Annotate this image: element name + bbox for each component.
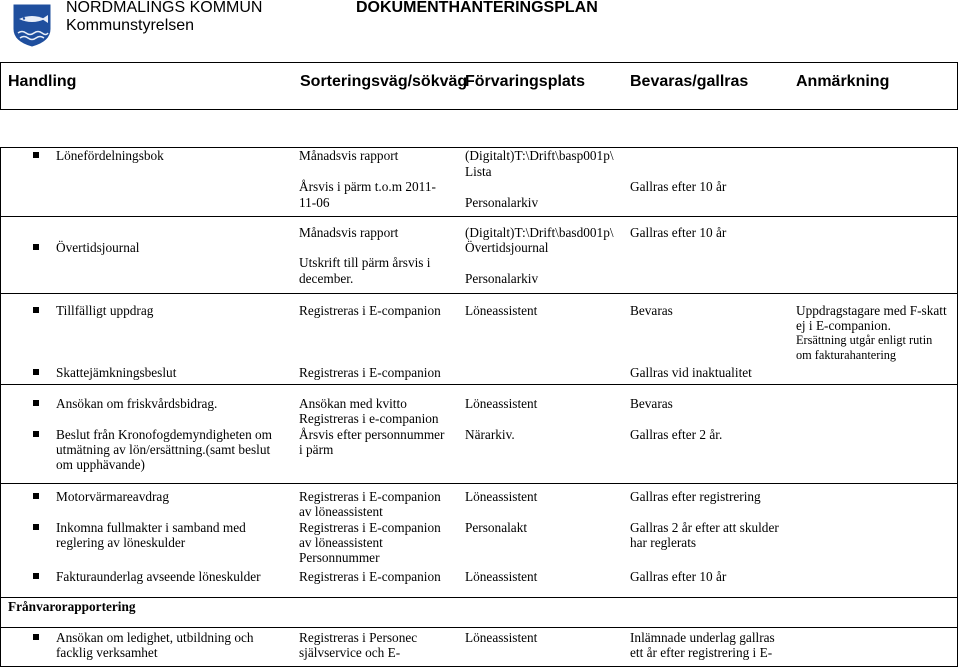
sorting-cell: Registreras i Personec [299, 630, 418, 645]
bullet-icon [33, 307, 39, 313]
sorting-cell: Månadsvis rapport [299, 225, 399, 240]
storage-cell: Löneassistent [465, 489, 538, 504]
handling-cell: Motorvärmareavdrag [56, 489, 169, 504]
handling-cell: Fakturaunderlag avseende löneskulder [56, 569, 261, 584]
retention-cell: Gallras efter 2 år. [630, 427, 723, 442]
storage-cell: Personalarkiv [465, 271, 539, 286]
storage-cell: Löneassistent [465, 303, 538, 318]
sorting-cell: i pärm [299, 442, 334, 457]
sorting-cell: Personnummer [299, 550, 380, 565]
sorting-cell: av löneassistent [299, 504, 383, 519]
storage-cell: Löneassistent [465, 569, 538, 584]
handling-cell: utmätning av lön/ersättning.(samt beslut [56, 442, 271, 457]
handling-cell: Ansökan om ledighet, utbildning och [56, 630, 254, 645]
sorting-cell: Registreras i E-companion [299, 365, 441, 380]
column-header-storage: Förvaringsplats [465, 73, 586, 90]
sorting-cell: Registreras i e-companion [299, 411, 439, 426]
sorting-cell: Årsvis efter personnummer [299, 427, 445, 442]
sorting-cell: december. [299, 271, 354, 286]
retention-cell: Bevaras [630, 303, 673, 318]
handling-cell: Ansökan om friskvårdsbidrag. [56, 396, 218, 411]
handling-cell: Beslut från Kronofogdemyndigheten om [56, 427, 273, 442]
sorting-cell: 11-06 [299, 195, 330, 210]
retention-cell: har reglerats [630, 535, 697, 550]
sorting-cell: Registreras i E-companion [299, 569, 441, 584]
storage-cell: Personalarkiv [465, 195, 539, 210]
storage-cell: Löneassistent [465, 630, 538, 645]
document-title: DOKUMENTHANTERINGSPLAN [356, 0, 598, 16]
sorting-cell: Registreras i E-companion [299, 489, 441, 504]
org-unit: Kommunstyrelsen [66, 17, 195, 34]
storage-cell: Närarkiv. [465, 427, 515, 442]
retention-cell: Gallras efter 10 år [630, 179, 727, 194]
storage-cell: Personalakt [465, 520, 528, 535]
retention-cell: Gallras efter 10 år [630, 569, 727, 584]
storage-cell: Övertidsjournal [465, 240, 549, 255]
column-header-retention: Bevaras/gallras [630, 73, 749, 90]
retention-cell: Gallras efter 10 år [630, 225, 727, 240]
handling-cell: Skattejämkningsbeslut [56, 365, 177, 380]
sorting-cell: Månadsvis rapport [299, 148, 399, 163]
bullet-icon [33, 524, 39, 530]
sorting-cell: Årsvis i pärm t.o.m 2011- [299, 179, 436, 194]
bullet-icon [33, 244, 39, 250]
section-title: Frånvarorapportering [8, 599, 136, 614]
handling-cell: om upphävande) [56, 457, 145, 472]
sorting-cell: av löneassistent [299, 535, 383, 550]
bullet-icon [33, 493, 39, 499]
section-header-row [0, 597, 958, 628]
retention-cell: Gallras efter registrering [630, 489, 761, 504]
handling-cell: Tillfälligt uppdrag [56, 303, 154, 318]
retention-cell: Bevaras [630, 396, 673, 411]
bullet-icon [33, 634, 39, 640]
sorting-cell: Ansökan med kvitto [299, 396, 407, 411]
retention-cell: Gallras vid inaktualitet [630, 365, 752, 380]
sorting-cell: Registreras i E-companion [299, 303, 441, 318]
retention-cell: Gallras 2 år efter att skulder [630, 520, 779, 535]
handling-cell: reglering av löneskulder [56, 535, 186, 550]
remark-cell: Ersättning utgår enligt rutin [796, 333, 933, 347]
bullet-icon [33, 431, 39, 437]
handling-cell: Lönefördelningsbok [56, 148, 164, 163]
handling-cell: Övertidsjournal [56, 240, 140, 255]
storage-cell: (Digitalt)T:\Drift\basd001p\ [465, 225, 614, 240]
sorting-cell: Registreras i E-companion [299, 520, 441, 535]
retention-cell: Inlämnade underlag gallras [630, 630, 775, 645]
bullet-icon [33, 573, 39, 579]
municipal-crest-icon [12, 3, 52, 47]
storage-cell: Lista [465, 164, 492, 179]
storage-cell: (Digitalt)T:\Drift\basp001p\ [465, 148, 614, 163]
bullet-icon [33, 152, 39, 158]
remark-cell: om fakturahantering [796, 348, 897, 362]
retention-cell: ett år efter registrering i E- [630, 645, 773, 660]
storage-cell: Löneassistent [465, 396, 538, 411]
column-header-remark: Anmärkning [796, 73, 890, 90]
bullet-icon [33, 400, 39, 406]
column-header-sorting-path: Sorteringsväg/sökväg [300, 73, 468, 90]
remark-cell: Uppdragstagare med F-skatt [796, 303, 947, 318]
sorting-cell: Utskrift till pärm årsvis i [299, 255, 431, 270]
org-name: NORDMALINGS KOMMUN [66, 0, 263, 16]
column-header-handling: Handling [8, 73, 77, 90]
sorting-cell: självservice och E- [299, 645, 401, 660]
handling-cell: Inkomna fullmakter i samband med [56, 520, 246, 535]
bullet-icon [33, 369, 39, 375]
remark-cell: ej i E-companion. [796, 318, 891, 333]
handling-cell: facklig verksamhet [56, 645, 158, 660]
